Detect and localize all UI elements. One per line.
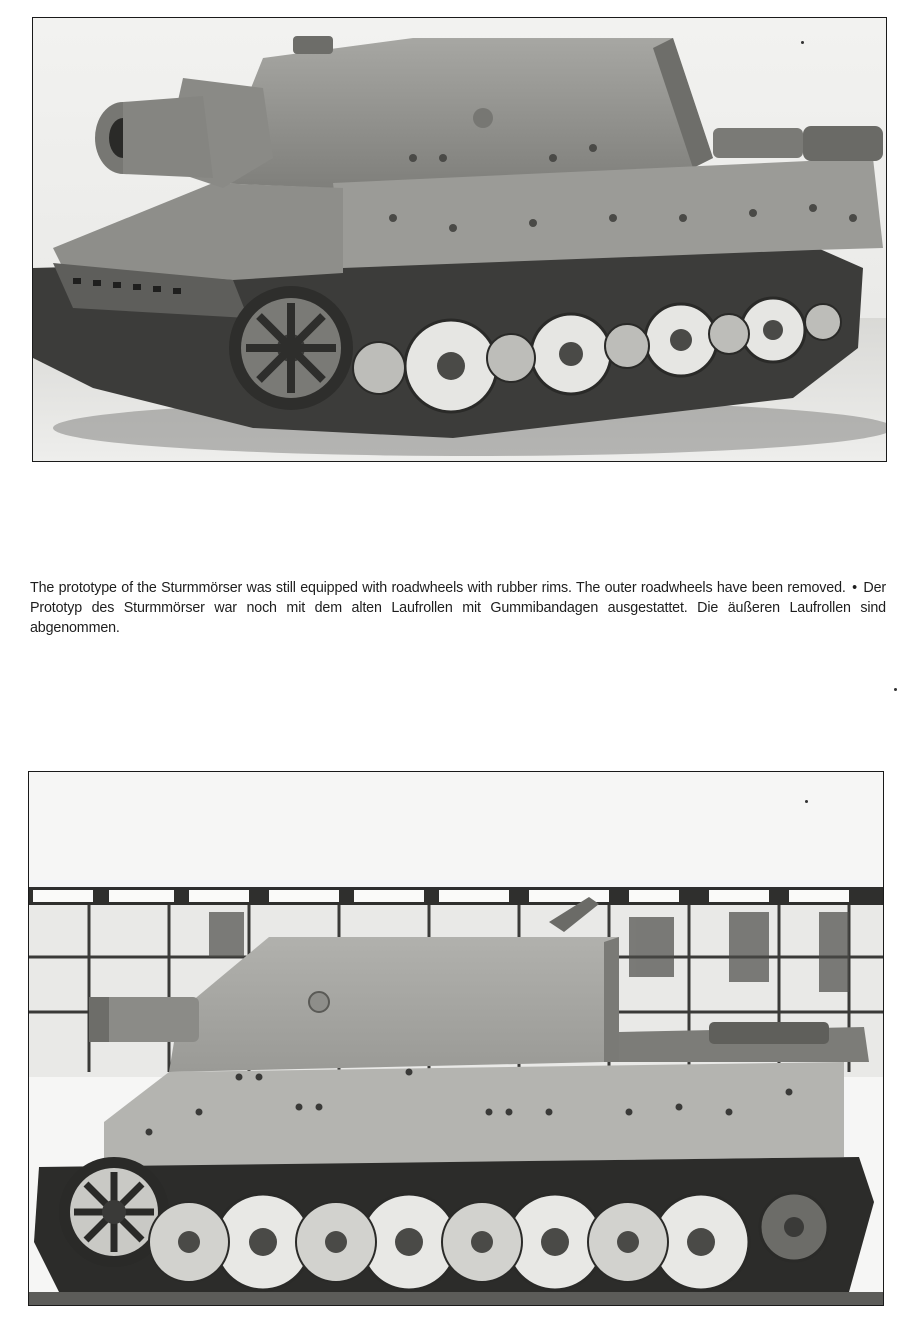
photo-top-image	[33, 18, 886, 461]
caption-english: The prototype of the Sturmmörser was still equipped with roadwheels with rubber rims. The outer roadwheels have been removed.	[30, 580, 846, 596]
caption-german: Der Prototyp des Sturmmörser war noch mit dem alten Laufrollen mit Gummibandagen ausgestattet. Die äußeren Laufrollen sind abgenommen.	[30, 580, 887, 636]
photo-caption	[30, 578, 886, 638]
scan-speck	[801, 41, 804, 44]
scan-speck	[894, 688, 897, 691]
photo-bottom-image	[29, 772, 883, 1305]
photo-top	[32, 17, 887, 462]
caption-separator: •	[852, 580, 857, 596]
photo-bottom	[28, 771, 884, 1306]
drive-sprocket-top	[229, 286, 353, 410]
scan-speck	[805, 800, 808, 803]
